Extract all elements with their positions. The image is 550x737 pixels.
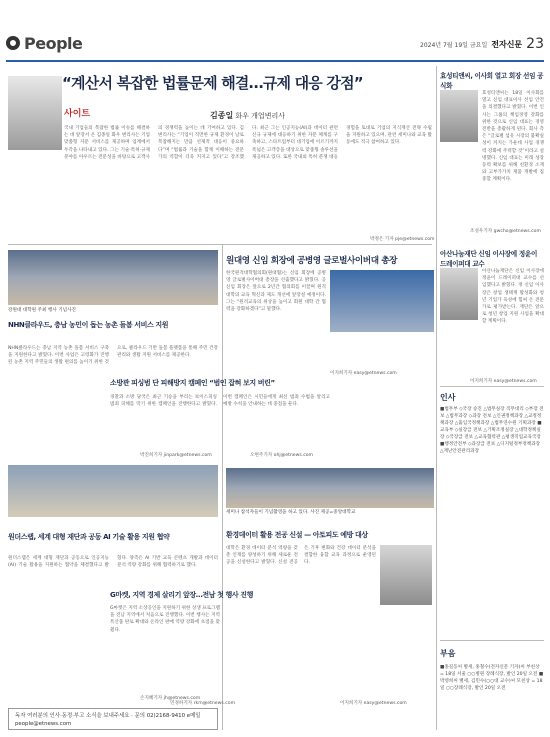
right-body-2: 대학은 환경 데이터 분석 역량을 갖춘 인재를 양성하기 위해 새로운 전공을 신설한다고 밝혔다. 신설 전공은 기후 변화와 건강 데이터 분석을 결합한 융합 교육 과정으로 운영된다. [226,546,376,566]
main-email: 박정은 기자 pje@etnews.com [370,237,435,242]
far-right-body: 아산나눔재단은 신임 이사장에 정윤이 드레이퍼대 교수를 선임했다고 밝혔다. 정 신임 이사장은 창업 생태계 활성화와 청년 기업가 육성에 힘써 온 전문가로 평가받는다. 재단은 앞으로 청년 창업 지원 사업을 확대할 계획이다. [482,269,544,325]
right-photo [380,545,432,605]
event-photo [8,250,218,305]
main-body: 국내 기업들의 복잡한 법률 이슈를 해결하는 데 앞장서 온 김종일 화우 변리사는 기업 맞춤형 자문 서비스를 제공하며 업계에서 두각을 나타내고 있다. 그는 기술·특허·규제 분야를 아우르는 전문성을 바탕으로 고객사의 경쟁력을 높이는 데 기여하고 있다. 김 변리사는 “기업이 직면한 규제 환경이 날로 복잡해지는 만큼 선제적 대응이 중요하다”며 “법률과 기술을 함께 이해하는 전문가의 역할이 더욱 커지고 있다”고 강조했다. 최근 그는 인공지능(AI)과 데이터 관련 신규 규제에 대응하기 위한 자문 체계를 구축하고, 스타트업부터 대기업에 이르기까지 폭넓은 고객층을 대상으로 맞춤형 솔루션을 제공하고 있다. 또한 국내외 특허 분쟁 대응 경험을 토대로 기업의 지식재산 전략 수립을 지원하고 있으며, 관련 세미나와 교육 활동에도 적극 참여하고 있다. [64,126,432,160]
group-photo [226,468,434,508]
people-section-logo-icon [6,36,20,50]
main-headline: “계산서 복잡한 법률문제 해결…규제 대응 강점” [62,74,363,92]
main-byline [210,110,285,121]
section-divider [440,640,544,641]
far-right-email: 이지희기자 easy@etnews.com [470,379,537,384]
insa-title: 인사 [440,393,456,402]
profile-body: 효성티앤씨는 18일 이사회를 열고 신임 대표이사 선임 안건을 의결했다고 밝혔다. 이번 인사는 그룹의 책임경영 강화를 위한 것으로 신임 대표는 경영 전반을 총괄하게 된다. 회사 측은 “글로벌 섬유 시장의 불확실성이 커지는 가운데 사업 경쟁력 강화에 주력할 것”이라고 설명했다. 신임 대표는 미래 성장 동력 확보를 위해 친환경 소재와 고부가가치 제품 개발에 집중할 계획이다. [482,91,544,183]
byline-name: 김종일 [210,111,234,120]
reporter-portrait [8,76,62,150]
left-headline: NHN클라우드, 충남 농민이 돕는 농촌 돌봄 서비스 지원 [8,321,169,329]
right-headline-2: 환경데이터 활용 전공 신설 — 아토피도 예방 대상 [226,531,368,539]
section-title: People [24,34,83,53]
group-photo-caption: 세미나 참석자들이 기념촬영을 하고 있다. 사진 제공=중앙대학교 [226,510,356,515]
page-number: 23 [526,36,544,52]
center-email-1: 이지희기자 easy@etnews.com [330,371,397,376]
center-headline-1: 원대영 신임 회장에 공병영 글로벌사이버대 총장 [226,256,397,266]
agreement-photo [8,465,218,517]
center-headline-3: G마켓, 지역 경제 살리기 앞장…전남 첫 행사 진행 [110,591,253,599]
company-logo: 사이트 [64,109,91,119]
profile-email: 조성우기자 gwcho@etnews.com [470,229,541,234]
page-header [6,36,544,60]
forum-photo [330,270,434,332]
center-email-2: 오현주기자 ohj@etnews.com [250,453,314,458]
event-photo-caption: 강원대 대학원 주최 행사 기념사진 [8,308,76,313]
bugo-title: 부음 [440,649,456,658]
far-right-headline: 아산나눔재단 신임 이사장에 정윤이 드레이퍼대 교수 [440,250,538,268]
profile-headline: 효성티앤씨, 이사회 열고 회장 선임 공식화 [440,72,544,90]
center-body-3: G마켓은 지역 소상공인을 지원하기 위한 상생 프로그램을 전남 지역에서 처음으로 진행했다. 이번 행사는 지역 특산품 판로 확대와 온라인 판매 역량 강화에 초점을 맞췄다. [110,606,220,633]
insa-body: ■법무부 ◇국장 승진 △법무실장 직무대리 ◇부장 전보 △법무과장 ◇과장 전보 △인권정책과장 △교정정책과장 △출입국정책과장 △법무연수원 기획과장 ■교육부 ◇실장급 전보 △기획조정실장 △대학정책실장 ◇국장급 전보 △교육협력관 △평생직업교육국장 ■행정안전부 ◇과장급 전보 △디지털정부정책과장 △재난안전관리과장 [440,407,544,454]
left-body-3: 원더스랩은 세계 대형 재단과 공동으로 인공지능(AI) 기술 활용을 지원하는 협약을 체결했다고 밝혔다. 양측은 AI 기반 교육 콘텐츠 개발과 데이터 분석 역량 강화를 위해 협력하기로 했다. [8,556,218,569]
paper-name: 전자신문 [491,39,523,49]
left-email: 박진희기자 jinpark@etnews.com [140,453,212,458]
header-rule [6,60,544,62]
column-divider [222,245,223,730]
right-email-2: 이지희기자 easy@etnews.com [340,701,407,706]
column-divider [436,66,437,730]
center-body-1: 한국원격대학협의회(원대협)는 신임 회장에 공병영 글로벌사이버대 총장을 선출했다고 밝혔다. 공 신임 회장은 앞으로 2년간 협의회를 이끌며 원격대학의 교육 혁신과 제도 개선에 앞장설 예정이다. 그는 “원격교육의 위상을 높이고 회원 대학 간 협력을 강화하겠다”고 말했다. [226,271,326,313]
section-divider [8,244,432,245]
left-headline-3: 원더스랩, 세계 대형 재단과 공동 AI 기술 활용 지원 협약 [8,533,170,541]
profile-photo [440,90,478,142]
section-divider [440,386,544,387]
center-email-3: 민경하기자 rkm@etnews.com [170,701,236,706]
center-body-2: 경찰과 소방 당국은 최근 기승을 부리는 보이스피싱 범죄 피해를 막기 위한 캠페인을 진행한다고 밝혔다. 이번 캠페인은 시민들에게 최신 범죄 수법을 알리고 예방 수칙을 안내하는 데 중점을 둔다. [110,395,330,408]
left-email-3: 손지혜기자 jh@etnews.com [140,696,201,701]
notice-box: 독자 여러분의 인사·동정·부고 소식을 보내주세요 · 문의 02)2168-9410 e메일 people@etnews.com [8,708,218,730]
bugo-body: ■홍길동씨 별세, 홍철수(전자신문 기자)씨 부친상 = 18일 서울 ○○병원 장례식장, 발인 20일 오전 ■박영희씨 별세, 김민수(○○대 교수)씨 모친상 = 18일 ○○장례식장, 발인 20일 오전 [440,665,544,691]
far-right-photo [440,268,478,320]
byline-title: 화우 개업변리사 [235,112,285,120]
left-body: NHN클라우드는 충남 지역 농촌 돌봄 서비스 구축을 지원한다고 밝혔다. 이번 사업은 고령화가 진행된 농촌 지역 주민들의 생활 편의를 높이기 위한 것으로, 클라우드 기반 돌봄 플랫폼을 통해 주민 건강 관리와 생활 지원 서비스를 제공한다. [8,346,218,366]
header-meta [420,36,544,52]
center-headline-2: 소방관 피싱범 단 피해방지 캠페인 “범인 잡혀 보지 버린” [110,379,275,387]
issue-date: 2024년 7월 19일 금요일 [420,41,488,49]
